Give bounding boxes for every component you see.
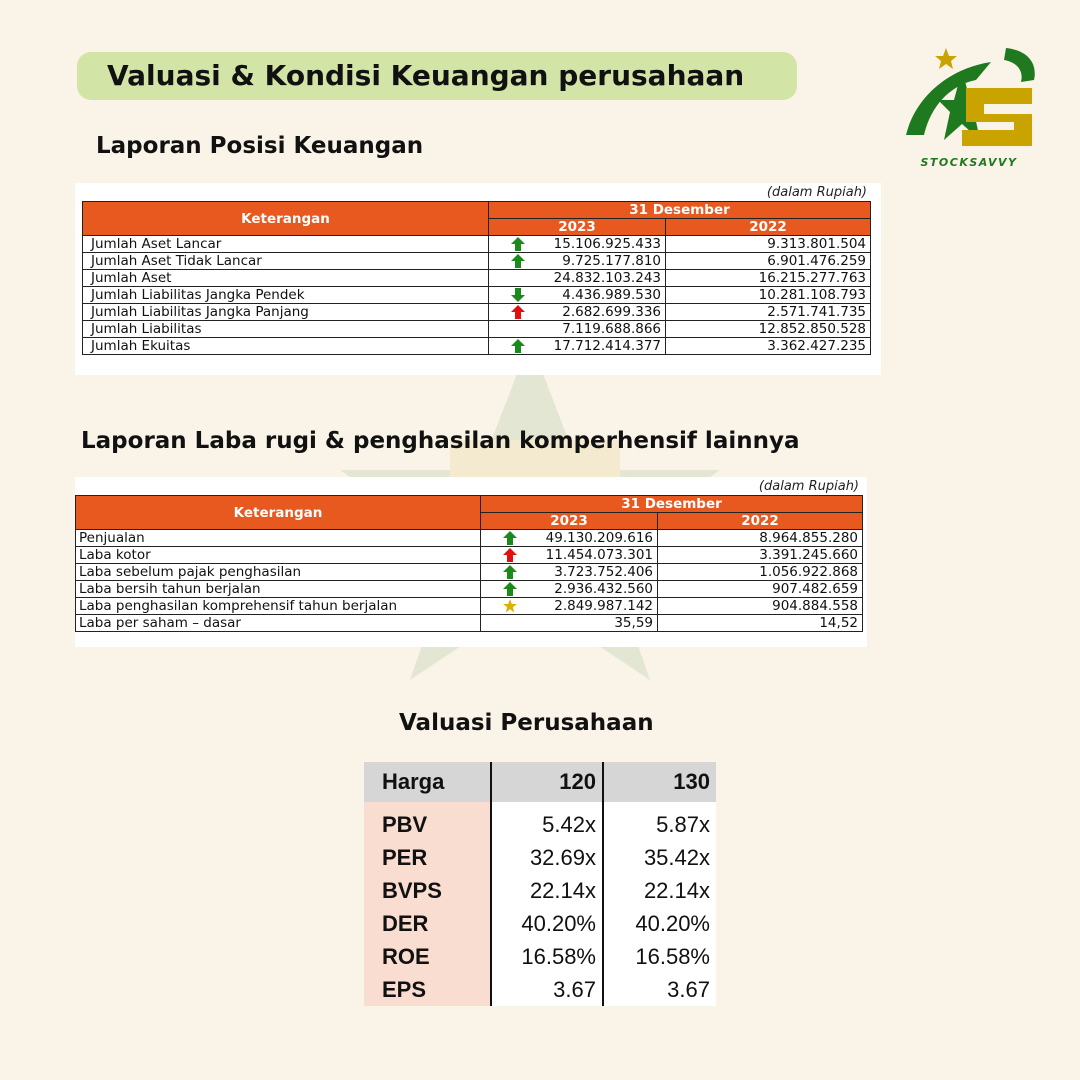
value-2023-text: 24.832.103.243 <box>553 270 661 286</box>
value-2023-text: 2.682.699.336 <box>562 304 661 320</box>
value-2022: 12.852.850.528 <box>666 321 871 338</box>
valuation-value-col2: 22.14x <box>603 874 716 907</box>
valuation-header-label: Harga <box>364 762 491 802</box>
valuation-value-col1: 16.58% <box>491 940 603 973</box>
valuation-value-col1: 3.67 <box>491 973 603 1006</box>
header-keterangan: Keterangan <box>83 202 489 236</box>
page-title: Valuasi & Kondisi Keuangan perusahaan <box>77 52 797 100</box>
value-2023 <box>489 287 666 304</box>
valuation-title: Valuasi Perusahaan <box>399 710 654 736</box>
valuation-rows <box>364 808 716 1006</box>
header-year-2022: 2022 <box>666 219 871 236</box>
valuation-value-col1: 22.14x <box>491 874 603 907</box>
valuation-header-col2: 130 <box>603 762 716 802</box>
row-label: Laba per saham – dasar <box>76 615 481 632</box>
value-2023 <box>481 547 658 564</box>
value-2022: 6.901.476.259 <box>666 253 871 270</box>
value-2023 <box>489 236 666 253</box>
value-2023-text: 11.454.073.301 <box>545 547 653 563</box>
table-row <box>83 236 871 253</box>
value-2023 <box>489 253 666 270</box>
valuation-value-col2: 5.87x <box>603 808 716 841</box>
table-row <box>83 338 871 355</box>
table-row <box>83 304 871 321</box>
valuation-metric-label: ROE <box>364 940 491 973</box>
arrow-up-green-icon <box>503 565 517 579</box>
balance-sheet-table <box>82 201 871 355</box>
valuation-row <box>364 841 716 874</box>
valuation-metric-label: DER <box>364 907 491 940</box>
income-statement-table <box>75 495 863 632</box>
valuation-row <box>364 973 716 1006</box>
value-2023 <box>481 564 658 581</box>
row-label: Jumlah Aset Tidak Lancar <box>83 253 489 270</box>
value-2023 <box>489 304 666 321</box>
valuation-metric-label: PER <box>364 841 491 874</box>
valuation-row <box>364 940 716 973</box>
arrow-up-green-icon <box>503 531 517 545</box>
income-statement-title: Laporan Laba rugi & penghasilan komperhensif lainnya <box>81 428 800 454</box>
value-2023-text: 9.725.177.810 <box>562 253 661 269</box>
row-label: Laba penghasilan komprehensif tahun berjalan <box>76 598 481 615</box>
row-label: Laba sebelum pajak penghasilan <box>76 564 481 581</box>
value-2022: 2.571.741.735 <box>666 304 871 321</box>
arrow-up-red-icon <box>511 305 525 319</box>
value-2023-text: 49.130.209.616 <box>545 530 653 546</box>
value-2023 <box>489 270 666 287</box>
value-2022: 16.215.277.763 <box>666 270 871 287</box>
valuation-header-col1: 120 <box>491 762 603 802</box>
value-2023 <box>481 581 658 598</box>
row-label: Jumlah Aset Lancar <box>83 236 489 253</box>
table-row <box>83 253 871 270</box>
header-keterangan: Keterangan <box>76 496 481 530</box>
value-2023-text: 2.849.987.142 <box>554 598 653 614</box>
arrow-up-green-icon <box>511 237 525 251</box>
value-2023-text: 17.712.414.377 <box>553 338 661 354</box>
table-row <box>76 581 863 598</box>
value-2022: 8.964.855.280 <box>658 530 863 547</box>
value-2022: 907.482.659 <box>658 581 863 598</box>
value-2022: 904.884.558 <box>658 598 863 615</box>
value-2023-text: 3.723.752.406 <box>554 564 653 580</box>
table-row <box>76 530 863 547</box>
logo-brand-text: STOCKSAVVY <box>920 156 1018 169</box>
value-2023-text: 2.936.432.560 <box>554 581 653 597</box>
stocksavvy-logo <box>896 40 1042 172</box>
table-row <box>76 547 863 564</box>
arrow-up-green-icon <box>511 254 525 268</box>
balance-sheet-rows <box>83 236 871 355</box>
header-period: 31 Desember <box>481 496 863 513</box>
row-label: Jumlah Liabilitas Jangka Pendek <box>83 287 489 304</box>
balance-sheet-unit-note: (dalam Rupiah) <box>766 185 867 200</box>
valuation-value-col2: 40.20% <box>603 907 716 940</box>
valuation-row <box>364 808 716 841</box>
table-row <box>76 564 863 581</box>
value-2022: 10.281.108.793 <box>666 287 871 304</box>
table-row <box>83 321 871 338</box>
valuation-header-row <box>364 762 716 802</box>
valuation-table <box>364 762 716 1006</box>
valuation-metric-label: PBV <box>364 808 491 841</box>
valuation-metric-label: BVPS <box>364 874 491 907</box>
valuation-row <box>364 874 716 907</box>
arrow-up-green-icon <box>511 339 525 353</box>
balance-sheet-title: Laporan Posisi Keuangan <box>96 133 424 159</box>
arrow-down-green-icon <box>511 288 525 302</box>
valuation-value-col2: 16.58% <box>603 940 716 973</box>
table-row <box>76 598 863 615</box>
value-2023 <box>481 615 658 632</box>
value-2023-text: 15.106.925.433 <box>553 236 661 252</box>
table-row <box>83 287 871 304</box>
valuation-value-col1: 32.69x <box>491 841 603 874</box>
value-2022: 3.391.245.660 <box>658 547 863 564</box>
row-label: Penjualan <box>76 530 481 547</box>
row-label: Jumlah Liabilitas <box>83 321 489 338</box>
income-statement-unit-note: (dalam Rupiah) <box>758 479 859 494</box>
table-row <box>76 615 863 632</box>
row-label: Jumlah Aset <box>83 270 489 287</box>
row-label: Jumlah Liabilitas Jangka Panjang <box>83 304 489 321</box>
row-label: Jumlah Ekuitas <box>83 338 489 355</box>
valuation-value-col1: 40.20% <box>491 907 603 940</box>
value-2023-text: 4.436.989.530 <box>562 287 661 303</box>
value-2023-text: 35,59 <box>614 615 653 631</box>
value-2023 <box>481 598 658 615</box>
valuation-value-col1: 5.42x <box>491 808 603 841</box>
value-2023-text: 7.119.688.866 <box>562 321 661 337</box>
arrow-up-red-icon <box>503 548 517 562</box>
income-statement-rows <box>76 530 863 632</box>
balance-sheet-panel <box>75 183 881 375</box>
row-label: Laba kotor <box>76 547 481 564</box>
value-2022: 14,52 <box>658 615 863 632</box>
header-year-2023: 2023 <box>481 513 658 530</box>
table-row <box>83 270 871 287</box>
value-2022: 9.313.801.504 <box>666 236 871 253</box>
valuation-row <box>364 907 716 940</box>
income-statement-panel <box>75 477 867 647</box>
value-2023 <box>489 338 666 355</box>
value-2022: 3.362.427.235 <box>666 338 871 355</box>
valuation-value-col2: 3.67 <box>603 973 716 1006</box>
header-year-2022: 2022 <box>658 513 863 530</box>
header-year-2023: 2023 <box>489 219 666 236</box>
value-2023 <box>481 530 658 547</box>
star-icon <box>503 599 517 613</box>
valuation-metric-label: EPS <box>364 973 491 1006</box>
row-label: Laba bersih tahun berjalan <box>76 581 481 598</box>
valuation-value-col2: 35.42x <box>603 841 716 874</box>
value-2022: 1.056.922.868 <box>658 564 863 581</box>
arrow-up-green-icon <box>503 582 517 596</box>
value-2023 <box>489 321 666 338</box>
header-period: 31 Desember <box>489 202 871 219</box>
